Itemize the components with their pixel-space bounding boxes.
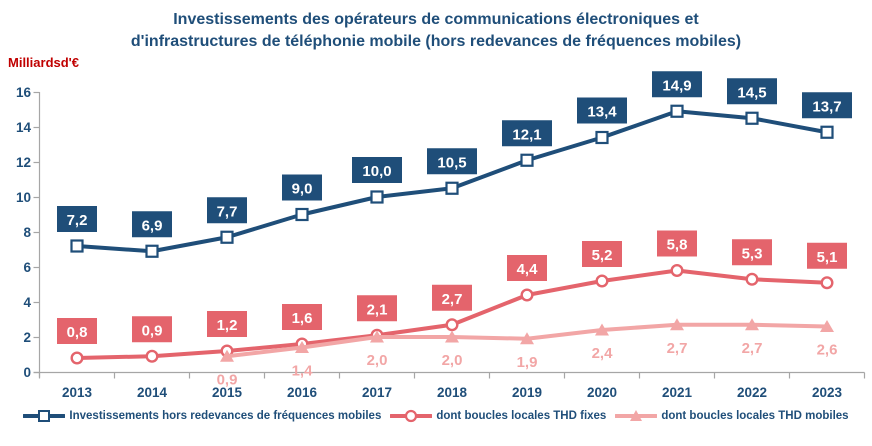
y-axis-tick-label: 0 — [23, 365, 31, 380]
square-marker — [297, 209, 308, 220]
y-axis-tick-label: 2 — [23, 330, 31, 345]
value-label: 2,0 — [366, 352, 388, 369]
y-axis-tick-label: 10 — [15, 190, 31, 205]
x-axis-year-label: 2013 — [61, 385, 93, 400]
value-label: 2,7 — [441, 290, 463, 308]
value-label: 6,9 — [141, 217, 163, 235]
value-label: 14,9 — [662, 77, 692, 95]
square-marker — [72, 241, 83, 252]
value-label: 14,5 — [737, 84, 767, 102]
chart-title-line1: Investissements des opérateurs de communications électroniques et — [173, 11, 699, 28]
value-label: 10,0 — [362, 163, 392, 180]
value-label: 1,4 — [291, 362, 313, 380]
legend-label-thd-mobiles: dont boucles locales THD mobiles — [661, 410, 849, 422]
x-axis-year-label: 2021 — [661, 385, 693, 400]
x-axis-year-label: 2019 — [511, 385, 543, 400]
value-label: 13,7 — [812, 98, 842, 116]
square-marker — [597, 132, 608, 143]
value-label: 0,9 — [216, 371, 238, 389]
value-label: 1,2 — [216, 317, 238, 334]
value-label: 2,4 — [591, 345, 613, 362]
y-axis-tick-label: 12 — [15, 155, 31, 170]
x-axis-year-label: 2014 — [136, 385, 168, 400]
square-marker — [672, 106, 683, 117]
circle-marker — [747, 274, 758, 285]
value-label: 4,4 — [516, 261, 538, 278]
legend-label-thd-fixes: dont boucles locales THD fixes — [436, 410, 607, 422]
x-axis-year-label: 2023 — [811, 385, 843, 400]
legend-label-investissements: Investissements hors redevances de fréquences mobiles — [69, 410, 382, 422]
circle-marker — [822, 277, 833, 288]
circle-marker — [447, 319, 458, 330]
value-label: 0,8 — [66, 324, 88, 341]
square-marker — [372, 192, 383, 203]
y-axis-tick-label: 8 — [23, 225, 31, 240]
value-label: 5,2 — [591, 247, 613, 264]
value-label: 5,3 — [741, 245, 763, 263]
x-axis-year-label: 2018 — [436, 385, 468, 400]
square-marker — [447, 183, 458, 194]
circle-marker — [72, 353, 83, 364]
series-line — [77, 271, 827, 359]
value-label: 1,9 — [516, 353, 538, 371]
legend-item-thd-fixes — [390, 409, 606, 423]
value-label: 12,1 — [512, 126, 542, 144]
square-marker — [822, 127, 833, 138]
value-label: 5,8 — [666, 236, 688, 254]
value-label: 7,2 — [66, 212, 88, 229]
value-label: 10,5 — [437, 154, 467, 172]
x-axis-year-label: 2022 — [736, 385, 768, 400]
legend-circle-marker-icon — [390, 409, 432, 423]
legend-item-thd-mobiles — [615, 409, 848, 423]
legend-square-marker-icon — [23, 409, 65, 423]
circle-marker — [147, 351, 158, 362]
square-marker — [222, 232, 233, 243]
value-label: 2,7 — [666, 339, 688, 357]
circle-marker — [672, 265, 683, 276]
value-label: 2,7 — [741, 339, 763, 357]
square-marker — [747, 113, 758, 124]
value-label: 9,0 — [291, 180, 313, 198]
square-marker — [522, 155, 533, 166]
y-axis-tick-label: 16 — [15, 85, 31, 100]
value-label: 2,6 — [816, 341, 838, 359]
y-axis-tick-label: 14 — [15, 120, 31, 135]
value-label: 7,7 — [216, 203, 238, 221]
circle-marker — [522, 290, 533, 301]
value-label: 1,6 — [291, 310, 313, 327]
y-axis-unit-label: Milliardsd'€ — [8, 55, 79, 70]
y-axis-tick-label: 6 — [23, 260, 31, 275]
legend-item-investissements — [23, 409, 381, 423]
y-axis-tick-label: 4 — [23, 295, 31, 310]
chart-legend — [0, 409, 872, 423]
value-label: 2,1 — [366, 301, 388, 319]
x-axis-year-label: 2015 — [211, 385, 243, 400]
value-label: 0,9 — [141, 322, 163, 340]
chart-title-line2: d'infrastructures de téléphonie mobile (hors redevances de fréquences mobiles) — [130, 33, 742, 50]
value-label: 13,4 — [587, 103, 617, 121]
legend-triangle-marker-icon — [615, 409, 657, 423]
square-marker — [147, 246, 158, 257]
x-axis-year-label: 2020 — [586, 385, 618, 400]
series-line — [77, 111, 827, 251]
x-axis-year-label: 2017 — [361, 385, 393, 400]
x-axis-year-label: 2016 — [286, 385, 318, 400]
value-label: 2,0 — [441, 352, 463, 369]
value-label: 5,1 — [816, 248, 838, 266]
circle-marker — [597, 276, 608, 287]
